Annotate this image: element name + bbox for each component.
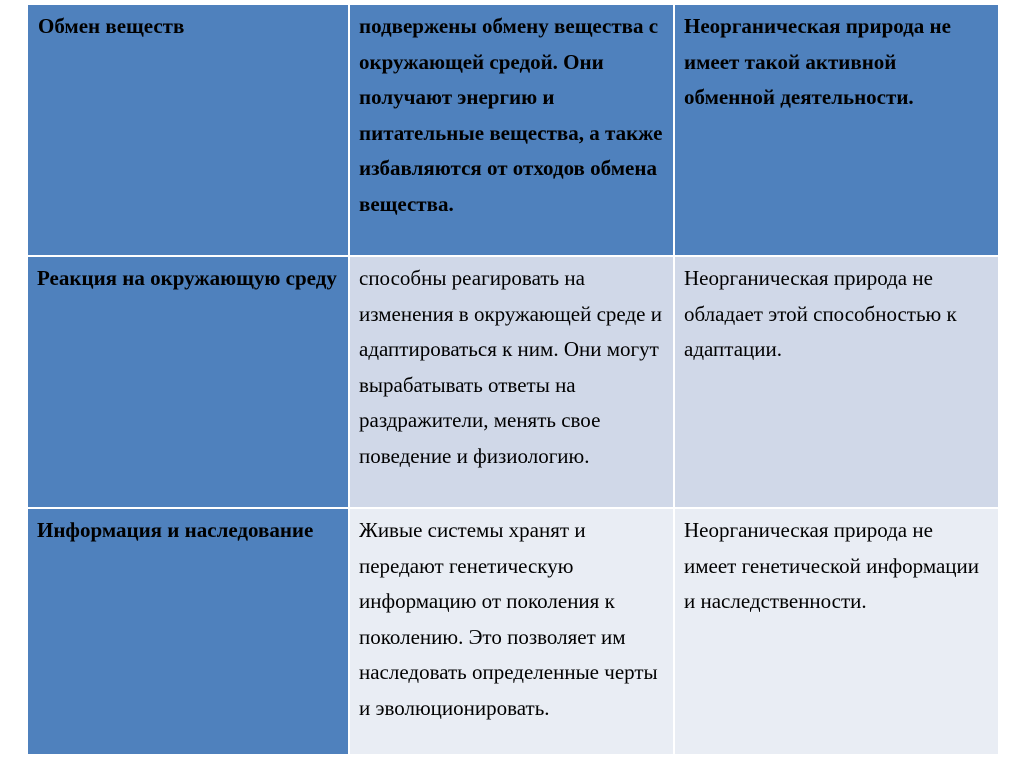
- table-row: [27, 4, 999, 256]
- criterion-cell: Информация и наследование: [27, 508, 349, 755]
- criterion-cell: Реакция на окружающую среду: [27, 256, 349, 508]
- living-cell: способны реагировать на изменения в окружающей среде и адаптироваться к ним. Они могут вырабатывать ответы на раздражители, менять свое поведение и физиологию.: [349, 256, 674, 508]
- inorganic-cell: Неорганическая природа не обладает этой способностью к адаптации.: [674, 256, 999, 508]
- inorganic-cell: Неорганическая природа не имеет генетической информации и наследственности.: [674, 508, 999, 755]
- living-cell: Живые системы хранят и передают генетическую информацию от поколения к поколению. Это позволяет им наследовать определенные черты и эволюционировать.: [349, 508, 674, 755]
- inorganic-cell: Неорганическая природа не имеет такой активной обменной деятельности.: [674, 4, 999, 256]
- living-cell: подвержены обмену вещества с окружающей средой. Они получают энергию и питательные вещества, а также избавляются от отходов обмена вещества.: [349, 4, 674, 256]
- table-row: [27, 508, 999, 755]
- comparison-table: [26, 3, 1000, 756]
- table-row: [27, 256, 999, 508]
- criterion-cell: Обмен веществ: [27, 4, 349, 256]
